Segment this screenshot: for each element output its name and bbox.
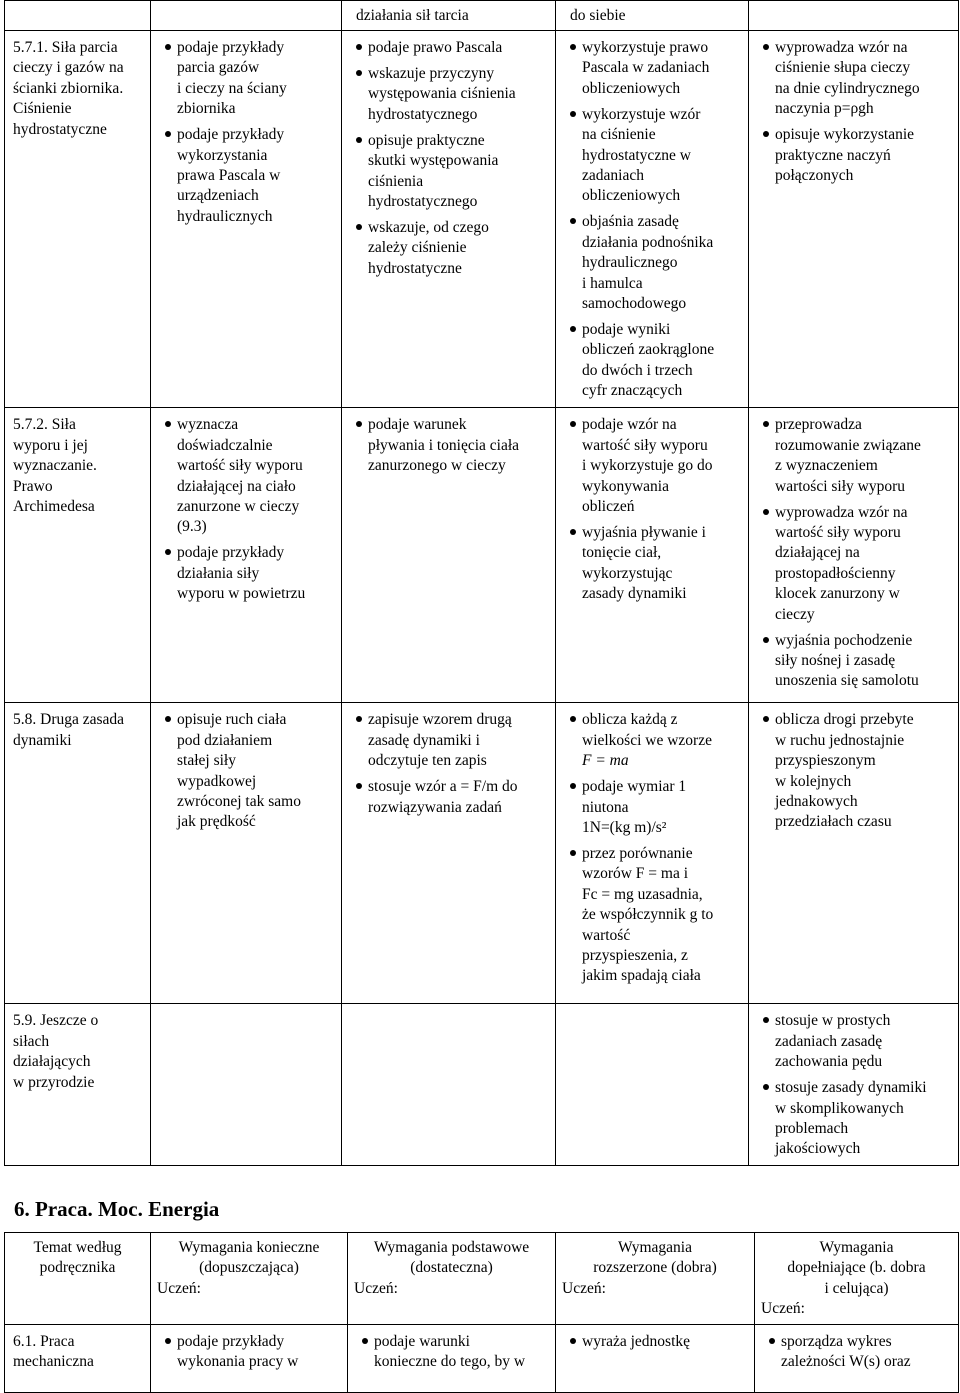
text-line: dopełniające (b. dobra <box>787 1259 926 1277</box>
text-line: w kolejnych <box>775 772 852 790</box>
text-line: F = ma <box>582 752 629 770</box>
section-heading: 6. Praca. Moc. Energia <box>14 1197 220 1221</box>
text-line: i cieczy na ściany <box>177 79 287 97</box>
header-row <box>5 1233 959 1325</box>
requirements-table <box>4 0 959 1166</box>
list-item <box>356 415 549 476</box>
text-line: wypadkowej <box>177 772 257 790</box>
text-line: niutona <box>582 798 629 816</box>
text-line: 5.8. Druga zasada <box>13 711 125 729</box>
text-line: i hamulca <box>582 274 643 292</box>
text-line <box>749 1 958 6</box>
text-line: jakim spadają ciała <box>582 967 701 985</box>
text-line: oblicza każdą z <box>582 711 678 729</box>
text-line: stosuje wzór a = F/m do <box>368 778 518 796</box>
text-line <box>151 1 341 6</box>
basic-cell <box>342 408 556 703</box>
text-line: obliczeniowych <box>582 187 681 205</box>
text-line: naczynia p=ρgh <box>775 100 874 118</box>
text-line: wyprowadza wzór na <box>775 39 908 56</box>
list-item <box>356 131 549 213</box>
text-line: zależności W(s) oraz <box>781 1353 911 1371</box>
list-item <box>570 320 742 402</box>
text-line: oblicza drogi przebyte <box>775 711 914 729</box>
text-line: działania podnośnika <box>582 233 714 251</box>
top-cell-4 <box>556 1 749 31</box>
text-line: podaje wzór na <box>582 416 677 434</box>
text-line: Uczeń: <box>157 1279 201 1297</box>
list-item <box>763 125 952 186</box>
list-item <box>362 1332 549 1373</box>
text-line: prawa Pascala w <box>177 167 281 185</box>
text-line: urządzeniach <box>177 187 259 205</box>
text-line: rozszerzone (dobra) <box>593 1259 717 1277</box>
text-line: połączonych <box>775 167 854 185</box>
text-line: podaje wymiar 1 <box>582 778 687 796</box>
necessary-cell <box>151 31 342 408</box>
text-line: Archimedesa <box>13 497 95 515</box>
list-item <box>769 1332 952 1373</box>
top-cell-1 <box>5 1 151 31</box>
text-line: doświadczalnie <box>177 436 273 454</box>
section-table <box>4 1232 959 1393</box>
list-item <box>570 105 742 207</box>
extended-cell <box>556 1325 755 1393</box>
text-line: stosuje w prostych <box>775 1012 891 1030</box>
text-line: wzorów F = ma i <box>582 865 689 883</box>
text-line: skutki występowania <box>368 152 499 170</box>
text-line: podaje warunek <box>368 416 467 434</box>
list-item <box>165 543 335 604</box>
text-line: Uczeń: <box>761 1300 805 1318</box>
text-line: Pascala w zadaniach <box>582 59 710 77</box>
text-line: ścianki zbiornika. <box>13 79 124 97</box>
list-item <box>763 38 952 120</box>
basic-cell <box>342 1004 556 1166</box>
text-line: Wymagania podstawowe <box>373 1239 530 1256</box>
top-cell-5 <box>749 1 959 31</box>
text-line: podaje przykłady <box>177 39 285 56</box>
text-line: podaje wyniki <box>582 321 671 339</box>
necessary-cell <box>151 1325 348 1393</box>
complementary-cell <box>749 1004 959 1166</box>
text-line: obliczeń <box>582 497 635 515</box>
list-item <box>570 844 742 987</box>
extended-cell <box>556 1004 749 1166</box>
text-line: zwróconej tak samo <box>177 792 301 810</box>
text-line: wyporu w powietrzu <box>177 585 306 603</box>
text-line: podaje przykłady <box>177 544 285 562</box>
text-line: wartość siły wyporu <box>177 457 303 475</box>
text-line: Ciśnienie <box>13 100 72 118</box>
text-line: przedziałach czasu <box>775 813 892 831</box>
text-line: hydrostatyczne <box>13 120 107 138</box>
text-line: Wymagania <box>618 1239 692 1256</box>
complementary-cell <box>749 408 959 703</box>
text-line: wyjaśnia pływanie i <box>582 523 706 541</box>
list-item <box>165 1332 341 1373</box>
text-line: pływania i tonięcia ciała <box>368 436 520 454</box>
text-line: prostopadłościenny <box>775 564 896 582</box>
text-line: samochodowego <box>582 295 687 313</box>
list-item <box>165 710 335 832</box>
text-line: hydraulicznych <box>177 207 273 225</box>
necessary-cell <box>151 408 342 703</box>
text-line: na dnie cylindrycznego <box>775 79 920 97</box>
text-line: wyznaczanie. <box>13 457 97 475</box>
text-line: wskazuje, od czego <box>368 219 489 237</box>
list-item <box>356 777 549 818</box>
text-line: Wymagania konieczne <box>178 1239 320 1256</box>
header-extended <box>556 1233 755 1325</box>
top-cell-text: działania sił tarcia <box>356 7 469 24</box>
text-line: hydrostatyczne <box>368 259 462 277</box>
text-line: wykorzystuje prawo <box>582 39 709 56</box>
text-line: tonięcie ciał, <box>582 544 662 562</box>
text-line: pod działaniem <box>177 731 273 749</box>
top-cell-text: do siebie <box>570 7 626 24</box>
text-line: Prawo <box>13 477 53 495</box>
text-line: Uczeń: <box>562 1279 606 1297</box>
complementary-cell <box>755 1325 959 1393</box>
text-line: Wymagania <box>819 1239 894 1256</box>
text-line: zasady dynamiki <box>582 585 687 603</box>
text-line: konieczne do tego, by w <box>374 1353 526 1371</box>
basic-cell <box>342 703 556 1004</box>
text-line: 5.9. Jeszcze o <box>13 1012 99 1030</box>
text-line: dynamiki <box>13 731 72 749</box>
header-complementary <box>755 1233 959 1325</box>
text-line: jakościowych <box>775 1140 861 1158</box>
text-line: z wyznaczeniem <box>775 457 878 475</box>
text-line: zachowania pędu <box>775 1053 883 1071</box>
text-line: że współczynnik g to <box>582 906 714 924</box>
text-line: problemach <box>775 1119 849 1137</box>
table-row <box>5 31 959 408</box>
text-line: rozumowanie związane <box>775 436 921 454</box>
list-item <box>763 415 952 497</box>
text-line: (dostateczna) <box>410 1259 493 1277</box>
text-line: ciśnienia <box>368 172 424 190</box>
basic-cell <box>348 1325 556 1393</box>
continued-header-row <box>5 1 959 31</box>
text-line: cieczy <box>775 605 815 623</box>
list-item <box>165 38 335 120</box>
text-line: wartość siły wyporu <box>582 436 708 454</box>
text-line: podręcznika <box>39 1259 116 1277</box>
text-line: 1N=(kg m)/s² <box>582 818 667 836</box>
text-line <box>5 1 150 6</box>
text-line: wykorzystując <box>582 564 673 582</box>
text-line: rozwiązywania zadań <box>368 798 502 816</box>
text-line: wykonywania <box>582 477 669 495</box>
text-line: działających <box>13 1053 91 1071</box>
text-line: zbiornika <box>177 100 236 118</box>
text-line: zadaniach zasadę <box>775 1032 883 1050</box>
text-line: Uczeń: <box>354 1279 398 1297</box>
text-line: opisuje ruch ciała <box>177 711 287 729</box>
topic-cell <box>5 1325 151 1393</box>
text-line: i wykorzystuje go do <box>582 457 713 475</box>
topic-cell <box>5 408 151 703</box>
extended-cell <box>556 408 749 703</box>
text-line: cieczy i gazów na <box>13 59 124 77</box>
list-item <box>165 415 335 537</box>
text-line: siłach <box>13 1032 50 1050</box>
list-item <box>763 503 952 625</box>
list-item <box>570 777 742 838</box>
necessary-cell <box>151 1004 342 1166</box>
text-line: do dwóch i trzech <box>582 361 693 379</box>
text-line: jak prędkość <box>177 813 256 831</box>
text-line: sporządza wykres <box>781 1333 892 1350</box>
text-line: podaje prawo Pascala <box>368 39 503 56</box>
text-line: wartość siły wyporu <box>775 523 901 541</box>
extended-cell <box>556 703 749 1004</box>
text-line: hydrostatycznego <box>368 105 478 123</box>
necessary-cell <box>151 703 342 1004</box>
text-line: hydraulicznego <box>582 254 678 272</box>
text-line: cyfr znaczących <box>582 382 683 400</box>
text-line: klocek zanurzony w <box>775 585 900 603</box>
text-line: hydrostatyczne w <box>582 146 691 164</box>
complementary-cell <box>749 703 959 1004</box>
list-item <box>570 1332 748 1352</box>
text-line: wartości siły wyporu <box>775 477 906 495</box>
list-item <box>356 710 549 771</box>
text-line: wyjaśnia pochodzenie <box>775 631 913 649</box>
text-line: wskazuje przyczyny <box>368 65 495 82</box>
table-row <box>5 1004 959 1166</box>
list-item <box>763 1011 952 1072</box>
list-item <box>356 38 549 58</box>
text-line: (9.3) <box>177 518 207 536</box>
text-line: wykorzystuje wzór <box>582 105 701 123</box>
text-line: podaje przykłady <box>177 126 285 144</box>
list-item <box>570 38 742 99</box>
text-line: wyporu i jej <box>13 436 88 454</box>
list-item <box>763 710 952 832</box>
list-item <box>570 415 742 517</box>
extended-cell <box>556 31 749 408</box>
text-line: opisuje wykorzystanie <box>775 126 915 144</box>
text-line: w przyrodzie <box>13 1073 95 1091</box>
text-line: przyspieszenia, z <box>582 946 688 964</box>
text-line: jednakowych <box>775 792 858 810</box>
topic-cell <box>5 703 151 1004</box>
text-line: parcia gazów <box>177 59 260 77</box>
text-line: działającej na ciało <box>177 477 296 495</box>
list-item <box>763 631 952 692</box>
text-line: odczytuje ten zapis <box>368 752 487 770</box>
text-line: na ciśnienie <box>582 126 656 144</box>
text-line: objaśnia zasadę <box>582 213 679 231</box>
text-line: wyprowadza wzór na <box>775 503 908 521</box>
text-line: obliczeniowych <box>582 79 681 97</box>
text-line: wyraża jednostkę <box>582 1333 691 1350</box>
text-line: przez porównanie <box>582 844 693 862</box>
text-line: Fc = mg uzasadnia, <box>582 885 703 903</box>
text-line: zanurzonego w cieczy <box>368 457 506 475</box>
text-line: występowania ciśnienia <box>368 85 516 103</box>
text-line: działania siły <box>177 564 260 582</box>
list-item <box>763 1078 952 1160</box>
list-item <box>570 523 742 605</box>
text-line: zapisuje wzorem drugą <box>368 711 512 729</box>
list-item <box>356 64 549 125</box>
table-row <box>5 703 959 1004</box>
topic-cell <box>5 1004 151 1166</box>
text-line: zadaniach <box>582 167 644 185</box>
text-line: praktyczne naczyń <box>775 146 891 164</box>
text-line: wyznacza <box>177 416 239 434</box>
text-line: Temat według <box>33 1239 122 1256</box>
text-line: obliczeń zaokrąglone <box>582 341 715 359</box>
text-line: zasadę dynamiki i <box>368 731 480 749</box>
text-line: i celująca) <box>824 1279 889 1297</box>
text-line: mechaniczna <box>13 1353 94 1371</box>
text-line: wykorzystania <box>177 146 268 164</box>
text-line: stosuje zasady dynamiki <box>775 1079 927 1097</box>
text-line: ciśnienie słupa cieczy <box>775 59 911 77</box>
text-line: 6.1. Praca <box>13 1333 75 1350</box>
list-item <box>165 125 335 227</box>
list-item <box>570 710 742 771</box>
text-line: wielkości we wzorze <box>582 731 712 749</box>
list-item <box>356 218 549 279</box>
text-line: opisuje praktyczne <box>368 131 485 149</box>
top-cell-3 <box>342 1 556 31</box>
text-line: siły nośnej i zasadę <box>775 651 896 669</box>
text-line: w skomplikowanych <box>775 1099 904 1117</box>
text-line: przeprowadza <box>775 416 862 434</box>
text-line: podaje przykłady <box>177 1333 285 1350</box>
text-line: w ruchu jednostajnie <box>775 731 905 749</box>
text-line: zależy ciśnienie <box>368 239 467 257</box>
list-item <box>570 212 742 314</box>
text-line: podaje warunki <box>374 1333 470 1350</box>
text-line: 5.7.2. Siła <box>13 416 76 434</box>
text-line: wykonania pracy w <box>177 1353 299 1371</box>
complementary-cell <box>749 31 959 408</box>
text-line: zanurzone w cieczy <box>177 497 300 515</box>
text-line: (dopuszczająca) <box>199 1259 299 1277</box>
text-line: przyspieszonym <box>775 752 876 770</box>
basic-cell <box>342 31 556 408</box>
text-line: 5.7.1. Siła parcia <box>13 39 118 56</box>
header-necessary <box>151 1233 348 1325</box>
text-line: unoszenia się samolotu <box>775 672 919 690</box>
topic-cell <box>5 31 151 408</box>
table-row <box>5 408 959 703</box>
top-cell-2 <box>151 1 342 31</box>
header-topic <box>5 1233 151 1325</box>
header-basic <box>348 1233 556 1325</box>
table-row <box>5 1325 959 1393</box>
text-line: hydrostatycznego <box>368 193 478 211</box>
text-line: wartość <box>582 926 631 944</box>
text-line: stałej siły <box>177 752 236 770</box>
text-line: działającej na <box>775 544 860 562</box>
